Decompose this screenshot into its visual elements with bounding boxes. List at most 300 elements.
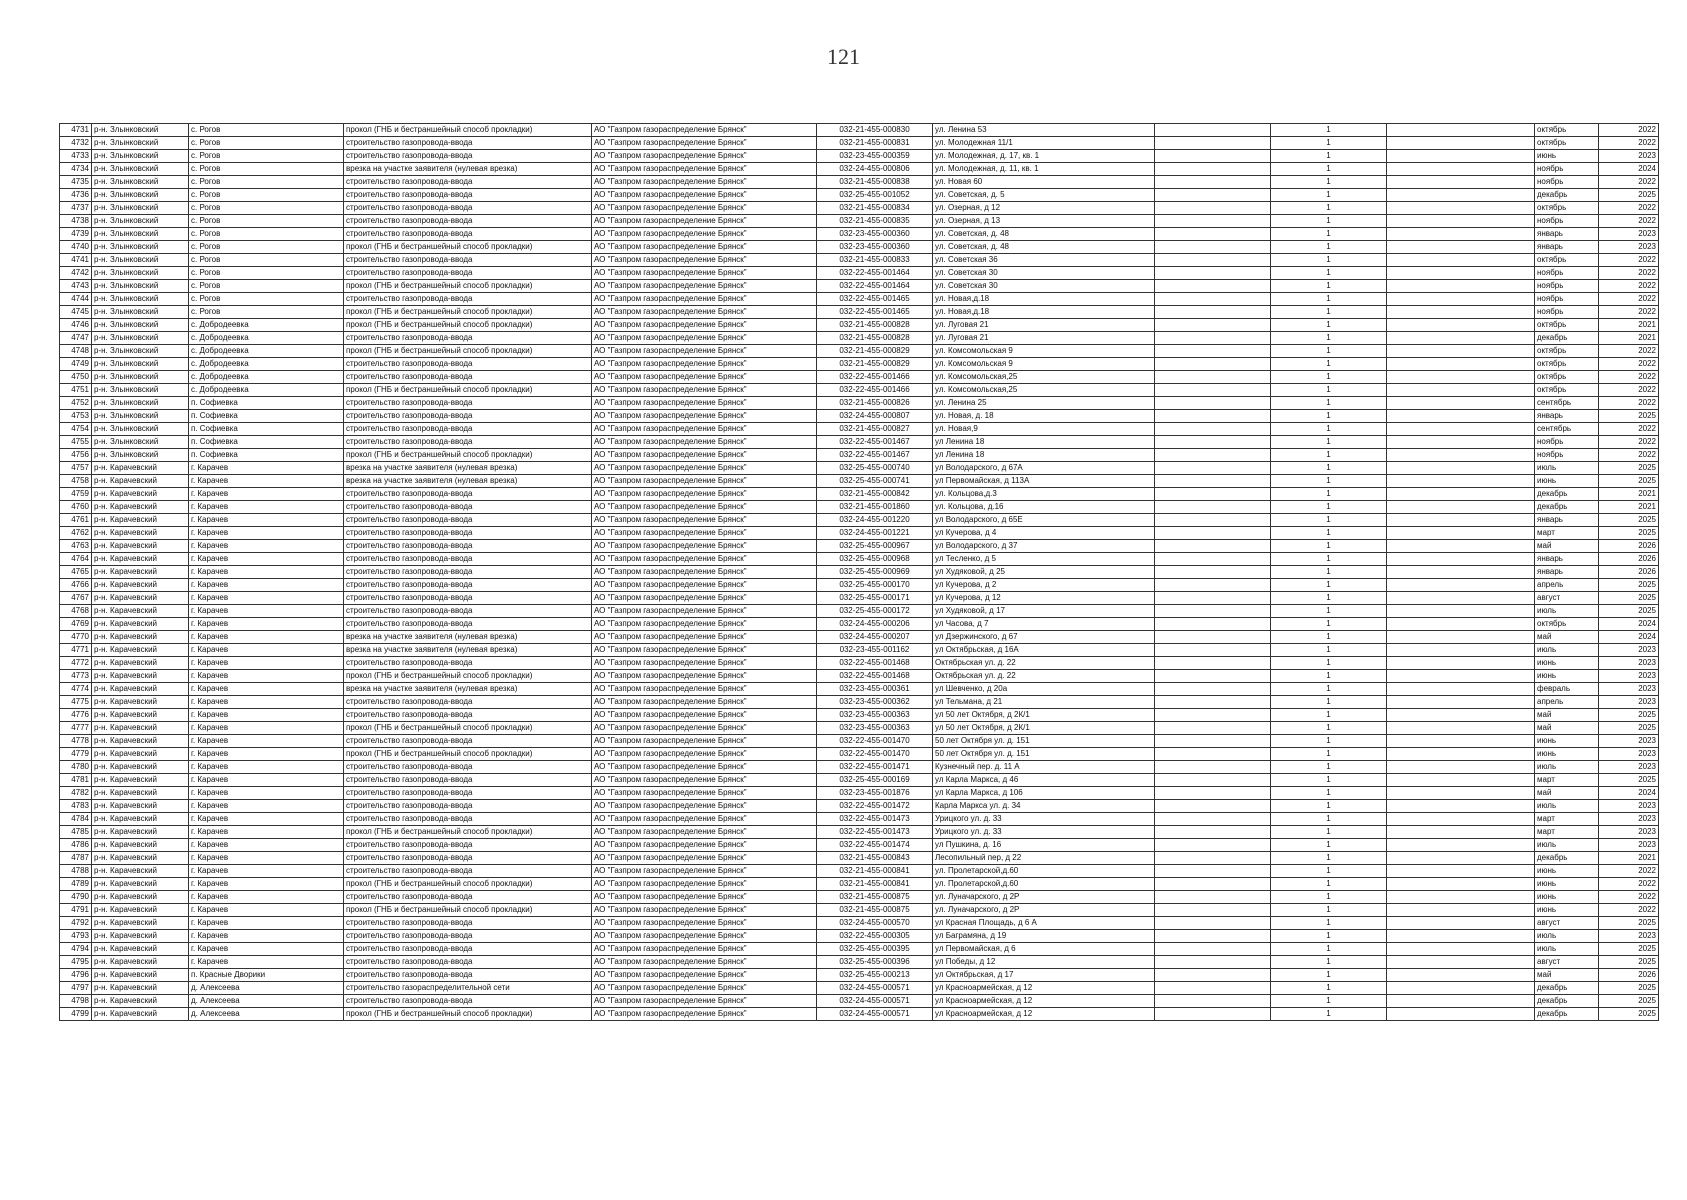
locality-cell: п. Красные Дворики [189,969,344,982]
address-cell: ул. Луговая 21 [933,319,1155,332]
district-cell: р-н. Карачевский [92,826,189,839]
empty-cell [1155,397,1271,410]
organization-cell: АО "Газпром газораспределение Брянск" [592,124,817,137]
district-cell: р-н. Злынковский [92,319,189,332]
application-id-cell: 032-21-455-000875 [817,904,933,917]
district-cell: р-н. Злынковский [92,306,189,319]
row-number: 4736 [60,189,92,202]
year-cell: 2023 [1599,748,1659,761]
district-cell: р-н. Злынковский [92,124,189,137]
work-type-cell: прокол (ГНБ и бестраншейный способ прокладки) [344,826,592,839]
quantity-cell: 1 [1271,176,1387,189]
locality-cell: г. Карачев [189,514,344,527]
year-cell: 2023 [1599,826,1659,839]
table-row [60,267,1659,280]
address-cell: ул. Советская 30 [933,267,1155,280]
quantity-cell: 1 [1271,488,1387,501]
district-cell: р-н. Злынковский [92,215,189,228]
year-cell: 2024 [1599,787,1659,800]
row-number: 4764 [60,553,92,566]
work-type-cell: прокол (ГНБ и бестраншейный способ прокладки) [344,319,592,332]
locality-cell: с. Рогов [189,293,344,306]
row-number: 4770 [60,631,92,644]
application-id-cell: 032-23-455-000362 [817,696,933,709]
table-row [60,722,1659,735]
empty-cell [1155,592,1271,605]
locality-cell: с. Добродеевка [189,319,344,332]
district-cell: р-н. Карачевский [92,722,189,735]
application-id-cell: 032-25-455-001052 [817,189,933,202]
empty-cell [1387,241,1535,254]
month-cell: март [1535,813,1599,826]
organization-cell: АО "Газпром газораспределение Брянск" [592,592,817,605]
year-cell: 2025 [1599,982,1659,995]
organization-cell: АО "Газпром газораспределение Брянск" [592,202,817,215]
row-number: 4769 [60,618,92,631]
empty-cell [1387,917,1535,930]
quantity-cell: 1 [1271,748,1387,761]
organization-cell: АО "Газпром газораспределение Брянск" [592,995,817,1008]
locality-cell: с. Рогов [189,215,344,228]
table-row [60,813,1659,826]
row-number: 4779 [60,748,92,761]
row-number: 4787 [60,852,92,865]
locality-cell: г. Карачев [189,839,344,852]
table-row [60,306,1659,319]
quantity-cell: 1 [1271,618,1387,631]
application-id-cell: 032-22-455-001471 [817,761,933,774]
address-cell: ул Красноармейская, д 12 [933,982,1155,995]
district-cell: р-н. Карачевский [92,683,189,696]
organization-cell: АО "Газпром газораспределение Брянск" [592,865,817,878]
row-number: 4772 [60,657,92,670]
address-cell: ул 50 лет Октября, д 2К/1 [933,722,1155,735]
year-cell: 2023 [1599,644,1659,657]
organization-cell: АО "Газпром газораспределение Брянск" [592,345,817,358]
quantity-cell: 1 [1271,865,1387,878]
locality-cell: с. Рогов [189,267,344,280]
row-number: 4752 [60,397,92,410]
row-number: 4738 [60,215,92,228]
table-row [60,462,1659,475]
work-type-cell: строительство газопровода-ввода [344,813,592,826]
empty-cell [1155,943,1271,956]
application-id-cell: 032-21-455-000875 [817,891,933,904]
row-number: 4780 [60,761,92,774]
address-cell: 50 лет Октября ул. д. 151 [933,748,1155,761]
row-number: 4784 [60,813,92,826]
district-cell: р-н. Злынковский [92,202,189,215]
empty-cell [1155,150,1271,163]
table-row [60,631,1659,644]
application-id-cell: 032-23-455-001162 [817,644,933,657]
work-type-cell: строительство газопровода-ввода [344,267,592,280]
work-type-cell: прокол (ГНБ и бестраншейный способ прокладки) [344,670,592,683]
row-number: 4768 [60,605,92,618]
year-cell: 2025 [1599,579,1659,592]
empty-cell [1387,644,1535,657]
application-id-cell: 032-22-455-001464 [817,267,933,280]
organization-cell: АО "Газпром газораспределение Брянск" [592,280,817,293]
row-number: 4753 [60,410,92,423]
work-type-cell: строительство газопровода-ввода [344,709,592,722]
district-cell: р-н. Карачевский [92,969,189,982]
table-row [60,1008,1659,1021]
month-cell: сентябрь [1535,423,1599,436]
address-cell: ул Карла Маркса, д 46 [933,774,1155,787]
year-cell: 2022 [1599,878,1659,891]
month-cell: май [1535,722,1599,735]
application-id-cell: 032-22-455-000305 [817,930,933,943]
district-cell: р-н. Карачевский [92,696,189,709]
year-cell: 2023 [1599,761,1659,774]
empty-cell [1387,995,1535,1008]
table-row [60,761,1659,774]
address-cell: ул. Ленина 53 [933,124,1155,137]
work-type-cell: строительство газопровода-ввода [344,592,592,605]
month-cell: август [1535,917,1599,930]
empty-cell [1387,735,1535,748]
table-row [60,540,1659,553]
address-cell: Октябрьская ул. д. 22 [933,670,1155,683]
empty-cell [1387,358,1535,371]
district-cell: р-н. Карачевский [92,917,189,930]
work-type-cell: прокол (ГНБ и бестраншейный способ прокладки) [344,124,592,137]
year-cell: 2022 [1599,137,1659,150]
empty-cell [1387,618,1535,631]
row-number: 4773 [60,670,92,683]
month-cell: июнь [1535,878,1599,891]
locality-cell: г. Карачев [189,930,344,943]
locality-cell: с. Добродеевка [189,371,344,384]
empty-cell [1387,202,1535,215]
year-cell: 2025 [1599,189,1659,202]
organization-cell: АО "Газпром газораспределение Брянск" [592,852,817,865]
locality-cell: с. Рогов [189,137,344,150]
year-cell: 2022 [1599,267,1659,280]
year-cell: 2022 [1599,215,1659,228]
work-type-cell: прокол (ГНБ и бестраншейный способ прокладки) [344,1008,592,1021]
application-id-cell: 032-22-455-001472 [817,800,933,813]
year-cell: 2022 [1599,384,1659,397]
year-cell: 2025 [1599,995,1659,1008]
work-type-cell: строительство газопровода-ввода [344,137,592,150]
year-cell: 2026 [1599,540,1659,553]
year-cell: 2025 [1599,1008,1659,1021]
application-id-cell: 032-24-455-000806 [817,163,933,176]
empty-cell [1155,618,1271,631]
month-cell: октябрь [1535,618,1599,631]
organization-cell: АО "Газпром газораспределение Брянск" [592,163,817,176]
year-cell: 2025 [1599,605,1659,618]
work-type-cell: строительство газопровода-ввода [344,514,592,527]
address-cell: ул. Кольцова, д.16 [933,501,1155,514]
district-cell: р-н. Карачевский [92,735,189,748]
table-row [60,969,1659,982]
organization-cell: АО "Газпром газораспределение Брянск" [592,371,817,384]
work-type-cell: строительство газопровода-ввода [344,956,592,969]
quantity-cell: 1 [1271,774,1387,787]
year-cell: 2021 [1599,488,1659,501]
empty-cell [1387,553,1535,566]
organization-cell: АО "Газпром газораспределение Брянск" [592,501,817,514]
application-id-cell: 032-25-455-000169 [817,774,933,787]
year-cell: 2022 [1599,397,1659,410]
month-cell: май [1535,787,1599,800]
row-number: 4793 [60,930,92,943]
empty-cell [1155,215,1271,228]
row-number: 4749 [60,358,92,371]
locality-cell: с. Рогов [189,228,344,241]
table-row [60,579,1659,592]
quantity-cell: 1 [1271,722,1387,735]
organization-cell: АО "Газпром газораспределение Брянск" [592,787,817,800]
district-cell: р-н. Карачевский [92,631,189,644]
organization-cell: АО "Газпром газораспределение Брянск" [592,475,817,488]
empty-cell [1387,488,1535,501]
empty-cell [1155,917,1271,930]
empty-cell [1155,423,1271,436]
empty-cell [1155,163,1271,176]
locality-cell: г. Карачев [189,488,344,501]
address-cell: ул. Молодежная, д. 17, кв. 1 [933,150,1155,163]
row-number: 4791 [60,904,92,917]
district-cell: р-н. Карачевский [92,566,189,579]
quantity-cell: 1 [1271,345,1387,358]
empty-cell [1387,982,1535,995]
empty-cell [1155,657,1271,670]
empty-cell [1155,254,1271,267]
year-cell: 2021 [1599,332,1659,345]
district-cell: р-н. Карачевский [92,943,189,956]
month-cell: июль [1535,644,1599,657]
locality-cell: г. Карачев [189,540,344,553]
year-cell: 2023 [1599,813,1659,826]
quantity-cell: 1 [1271,384,1387,397]
empty-cell [1155,371,1271,384]
table-row [60,137,1659,150]
table-row [60,839,1659,852]
district-cell: р-н. Карачевский [92,475,189,488]
row-number: 4762 [60,527,92,540]
work-type-cell: строительство газопровода-ввода [344,930,592,943]
row-number: 4771 [60,644,92,657]
application-id-cell: 032-22-455-001473 [817,813,933,826]
application-id-cell: 032-24-455-000571 [817,982,933,995]
locality-cell: г. Карачев [189,696,344,709]
organization-cell: АО "Газпром газораспределение Брянск" [592,449,817,462]
row-number: 4775 [60,696,92,709]
month-cell: ноябрь [1535,280,1599,293]
empty-cell [1387,449,1535,462]
month-cell: июль [1535,930,1599,943]
empty-cell [1155,514,1271,527]
work-type-cell: строительство газопровода-ввода [344,696,592,709]
table-row [60,943,1659,956]
quantity-cell: 1 [1271,826,1387,839]
row-number: 4744 [60,293,92,306]
month-cell: июль [1535,839,1599,852]
application-id-cell: 032-25-455-000395 [817,943,933,956]
month-cell: июнь [1535,891,1599,904]
application-id-cell: 032-22-455-001470 [817,748,933,761]
table-row [60,982,1659,995]
empty-cell [1155,488,1271,501]
application-id-cell: 032-21-455-000833 [817,254,933,267]
district-cell: р-н. Карачевский [92,800,189,813]
table-row [60,423,1659,436]
table-row [60,241,1659,254]
month-cell: ноябрь [1535,176,1599,189]
empty-cell [1155,462,1271,475]
address-cell: ул. Озерная, д 13 [933,215,1155,228]
month-cell: июнь [1535,748,1599,761]
organization-cell: АО "Газпром газораспределение Брянск" [592,670,817,683]
month-cell: июль [1535,943,1599,956]
application-id-cell: 032-21-455-000842 [817,488,933,501]
year-cell: 2023 [1599,839,1659,852]
row-number: 4750 [60,371,92,384]
quantity-cell: 1 [1271,514,1387,527]
address-cell: ул. Луначарского, д 2Р [933,891,1155,904]
row-number: 4760 [60,501,92,514]
row-number: 4788 [60,865,92,878]
application-id-cell: 032-25-455-000969 [817,566,933,579]
district-cell: р-н. Карачевский [92,904,189,917]
address-cell: ул. Кольцова,д.3 [933,488,1155,501]
year-cell: 2021 [1599,852,1659,865]
address-cell: ул Ленина 18 [933,449,1155,462]
address-cell: ул. Советская 30 [933,280,1155,293]
month-cell: июль [1535,462,1599,475]
organization-cell: АО "Газпром газораспределение Брянск" [592,228,817,241]
year-cell: 2021 [1599,319,1659,332]
month-cell: январь [1535,566,1599,579]
empty-cell [1387,943,1535,956]
application-id-cell: 032-22-455-001468 [817,670,933,683]
work-type-cell: строительство газопровода-ввода [344,540,592,553]
district-cell: р-н. Злынковский [92,267,189,280]
quantity-cell: 1 [1271,852,1387,865]
quantity-cell: 1 [1271,436,1387,449]
organization-cell: АО "Газпром газораспределение Брянск" [592,800,817,813]
organization-cell: АО "Газпром газораспределение Брянск" [592,618,817,631]
empty-cell [1387,800,1535,813]
locality-cell: г. Карачев [189,878,344,891]
quantity-cell: 1 [1271,956,1387,969]
table-row [60,371,1659,384]
locality-cell: г. Карачев [189,566,344,579]
year-cell: 2021 [1599,501,1659,514]
year-cell: 2025 [1599,709,1659,722]
address-cell: ул Дзержинского, д 67 [933,631,1155,644]
locality-cell: п. Софиевка [189,449,344,462]
month-cell: октябрь [1535,384,1599,397]
row-number: 4741 [60,254,92,267]
table-row [60,501,1659,514]
empty-cell [1387,345,1535,358]
month-cell: март [1535,774,1599,787]
table-row [60,150,1659,163]
table-row [60,683,1659,696]
year-cell: 2022 [1599,449,1659,462]
quantity-cell: 1 [1271,592,1387,605]
month-cell: май [1535,969,1599,982]
quantity-cell: 1 [1271,891,1387,904]
empty-cell [1387,631,1535,644]
application-id-cell: 032-25-455-000396 [817,956,933,969]
work-type-cell: прокол (ГНБ и бестраншейный способ прокладки) [344,449,592,462]
locality-cell: с. Рогов [189,150,344,163]
year-cell: 2023 [1599,657,1659,670]
quantity-cell: 1 [1271,241,1387,254]
district-cell: р-н. Карачевский [92,748,189,761]
table-row [60,657,1659,670]
application-id-cell: 032-21-455-000828 [817,332,933,345]
work-type-cell: строительство газопровода-ввода [344,943,592,956]
work-type-cell: строительство газопровода-ввода [344,774,592,787]
locality-cell: г. Карачев [189,826,344,839]
district-cell: р-н. Карачевский [92,592,189,605]
organization-cell: АО "Газпром газораспределение Брянск" [592,1008,817,1021]
month-cell: март [1535,527,1599,540]
district-cell: р-н. Карачевский [92,956,189,969]
locality-cell: г. Карачев [189,865,344,878]
year-cell: 2022 [1599,293,1659,306]
empty-cell [1155,774,1271,787]
address-cell: ул. Новая,д.18 [933,306,1155,319]
application-id-cell: 032-21-455-000831 [817,137,933,150]
address-cell: ул Октябрьская, д 16А [933,644,1155,657]
empty-cell [1387,423,1535,436]
row-number: 4794 [60,943,92,956]
empty-cell [1155,137,1271,150]
empty-cell [1387,397,1535,410]
address-cell: ул Володарского, д 65Е [933,514,1155,527]
address-cell: ул Шевченко, д 20а [933,683,1155,696]
locality-cell: с. Добродеевка [189,358,344,371]
work-type-cell: врезка на участке заявителя (нулевая врезка) [344,462,592,475]
work-type-cell: прокол (ГНБ и бестраншейный способ прокладки) [344,904,592,917]
address-cell: ул Первомайская, д 113А [933,475,1155,488]
address-cell: ул Октябрьская, д 17 [933,969,1155,982]
table-row [60,293,1659,306]
locality-cell: г. Карачев [189,891,344,904]
address-cell: ул Пушкина, д. 16 [933,839,1155,852]
locality-cell: с. Добродеевка [189,345,344,358]
row-number: 4777 [60,722,92,735]
organization-cell: АО "Газпром газораспределение Брянск" [592,527,817,540]
quantity-cell: 1 [1271,696,1387,709]
organization-cell: АО "Газпром газораспределение Брянск" [592,267,817,280]
table-row [60,917,1659,930]
month-cell: май [1535,540,1599,553]
empty-cell [1387,462,1535,475]
table-row [60,800,1659,813]
work-type-cell: строительство газораспределительной сети [344,982,592,995]
locality-cell: г. Карачев [189,462,344,475]
year-cell: 2023 [1599,241,1659,254]
row-number: 4754 [60,423,92,436]
row-number: 4792 [60,917,92,930]
address-cell: ул Часова, д 7 [933,618,1155,631]
month-cell: декабрь [1535,1008,1599,1021]
locality-cell: г. Карачев [189,956,344,969]
address-cell: ул Карла Маркса, д 106 [933,787,1155,800]
year-cell: 2022 [1599,124,1659,137]
month-cell: ноябрь [1535,449,1599,462]
year-cell: 2026 [1599,553,1659,566]
